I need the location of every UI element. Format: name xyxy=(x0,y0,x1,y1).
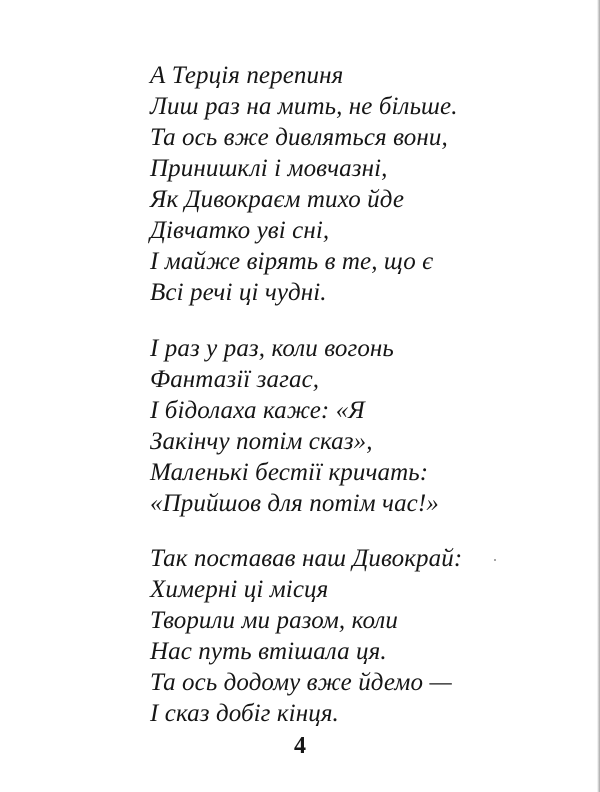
poem-line: Нас путь втішала ця. xyxy=(150,638,387,665)
poem-line: Принишклі і мовчазні, xyxy=(150,155,388,182)
page-number: 4 xyxy=(294,733,306,759)
poem-line: «Прийшов для потім час!» xyxy=(150,490,439,517)
poem-line: І раз у раз, коли вогонь xyxy=(150,335,394,362)
poem-line: І бідолаха каже: «Я xyxy=(150,397,365,424)
poem-line: Так поставав наш Дивокрай: xyxy=(150,545,463,572)
poem-line: Всі речі ці чудні. xyxy=(150,279,327,306)
poem-line: Лиш раз на мить, не більше. xyxy=(150,93,458,120)
poem-line: Дівчатко уві сні, xyxy=(150,217,330,244)
poem-line: Фантазії загас, xyxy=(150,366,320,393)
poem-line: Як Дивокраєм тихо йде xyxy=(150,186,405,213)
poem-line: Маленькі бестії кричать: xyxy=(150,459,429,486)
poem-line: І майже вірять в те, що є xyxy=(150,248,434,275)
poem-line: Та ось вже дивляться вони, xyxy=(150,124,448,151)
poem-stanza-1 xyxy=(150,60,570,308)
poem-line: Творили ми разом, коли xyxy=(150,607,399,634)
poem-line: І сказ добіг кінця. xyxy=(150,700,339,727)
poem-stanza-3 xyxy=(150,543,570,729)
poem-line: Химерні ці місця xyxy=(150,576,329,603)
poem-line: А Терція перепиня xyxy=(150,62,344,89)
print-speck xyxy=(494,559,496,561)
poem-line: Закінчу потім сказ», xyxy=(150,428,373,455)
poem-line: Та ось додому вже йдемо — xyxy=(150,669,452,696)
poem-stanza-2 xyxy=(150,333,570,519)
